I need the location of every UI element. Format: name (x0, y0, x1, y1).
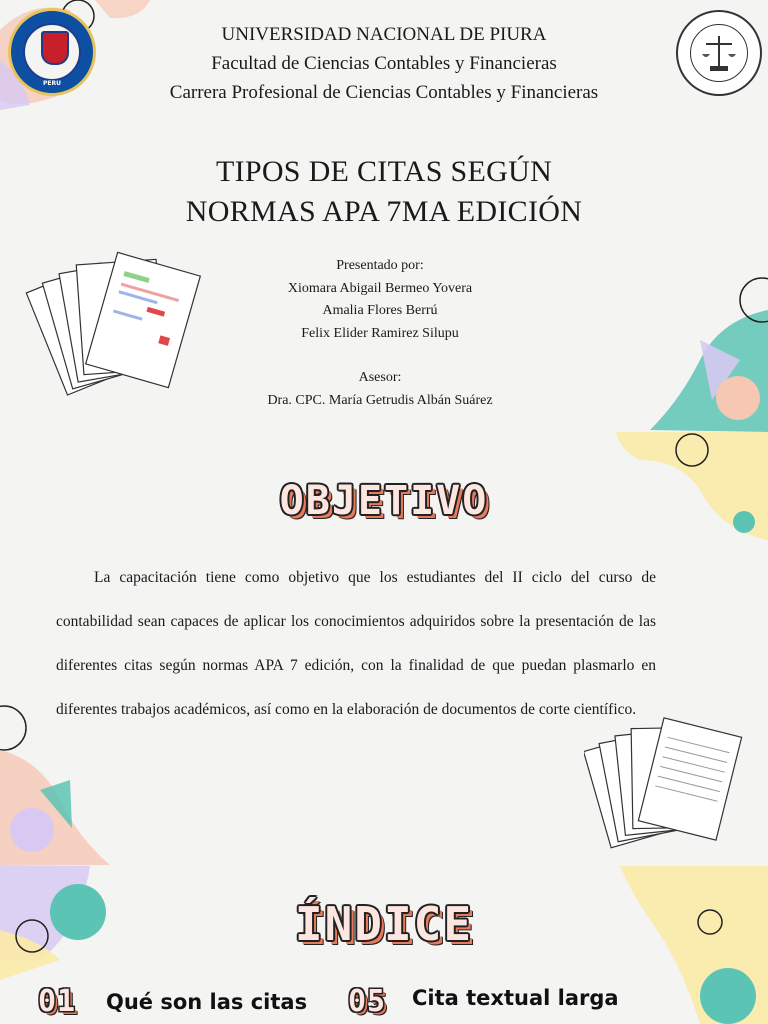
teal-circle-right (700, 968, 756, 1024)
credits-block (200, 255, 560, 412)
index-item-label: Qué son las citas (106, 990, 308, 1014)
peach-circle-right (716, 376, 760, 420)
institution-header (0, 20, 768, 107)
index-number: 01 (38, 984, 77, 1019)
documents-illustration-right (584, 710, 754, 860)
index-item-label: Cita textual larga (412, 986, 619, 1010)
logo-country-text: PERU (43, 80, 61, 87)
documents-illustration (24, 244, 214, 404)
presented-by-label: Presentado por: (336, 258, 424, 273)
title-line-2: NORMAS APA 7MA EDICIÓN (185, 195, 583, 228)
advisor-label: Asesor: (358, 370, 402, 385)
peach-blob-left (0, 750, 110, 866)
index-heading: ÍNDICE (294, 897, 474, 951)
author-name: Felix Elider Ramirez Silupu (301, 325, 459, 341)
career-name: Carrera Profesional de Ciencias Contables y Financieras (169, 82, 599, 103)
title-line-1: TIPOS DE CITAS SEGÚN (215, 155, 553, 188)
advisor-name: Dra. CPC. María Getrudis Albán Suárez (267, 392, 493, 408)
outline-circle-left (0, 706, 26, 750)
document-title (0, 152, 768, 232)
faculty-name: Facultad de Ciencias Contables y Financieras (211, 53, 557, 74)
lavender-circle-left (10, 808, 54, 852)
objective-paragraph: La capacitación tiene como objetivo que los estudiantes del II ciclo del curso de contabilidad sean capaces de aplicar los conocimientos adquiridos sobre la presentación de las diferentes citas según normas APA 7 edición, con la finalidad de que puedan plasmarlo en diferentes trabajos académicos, así como en la elaboración de documentos de corte científico. (56, 569, 656, 718)
peach-blob-top (95, 0, 150, 18)
author-name: Xiomara Abigail Bermeo Yovera (287, 280, 473, 296)
author-name: Amalia Flores Berrú (322, 303, 438, 318)
index-number: 05 (348, 984, 387, 1019)
objective-heading: OBJETIVO (279, 478, 489, 524)
university-name: UNIVERSIDAD NACIONAL DE PIURA (221, 24, 547, 45)
